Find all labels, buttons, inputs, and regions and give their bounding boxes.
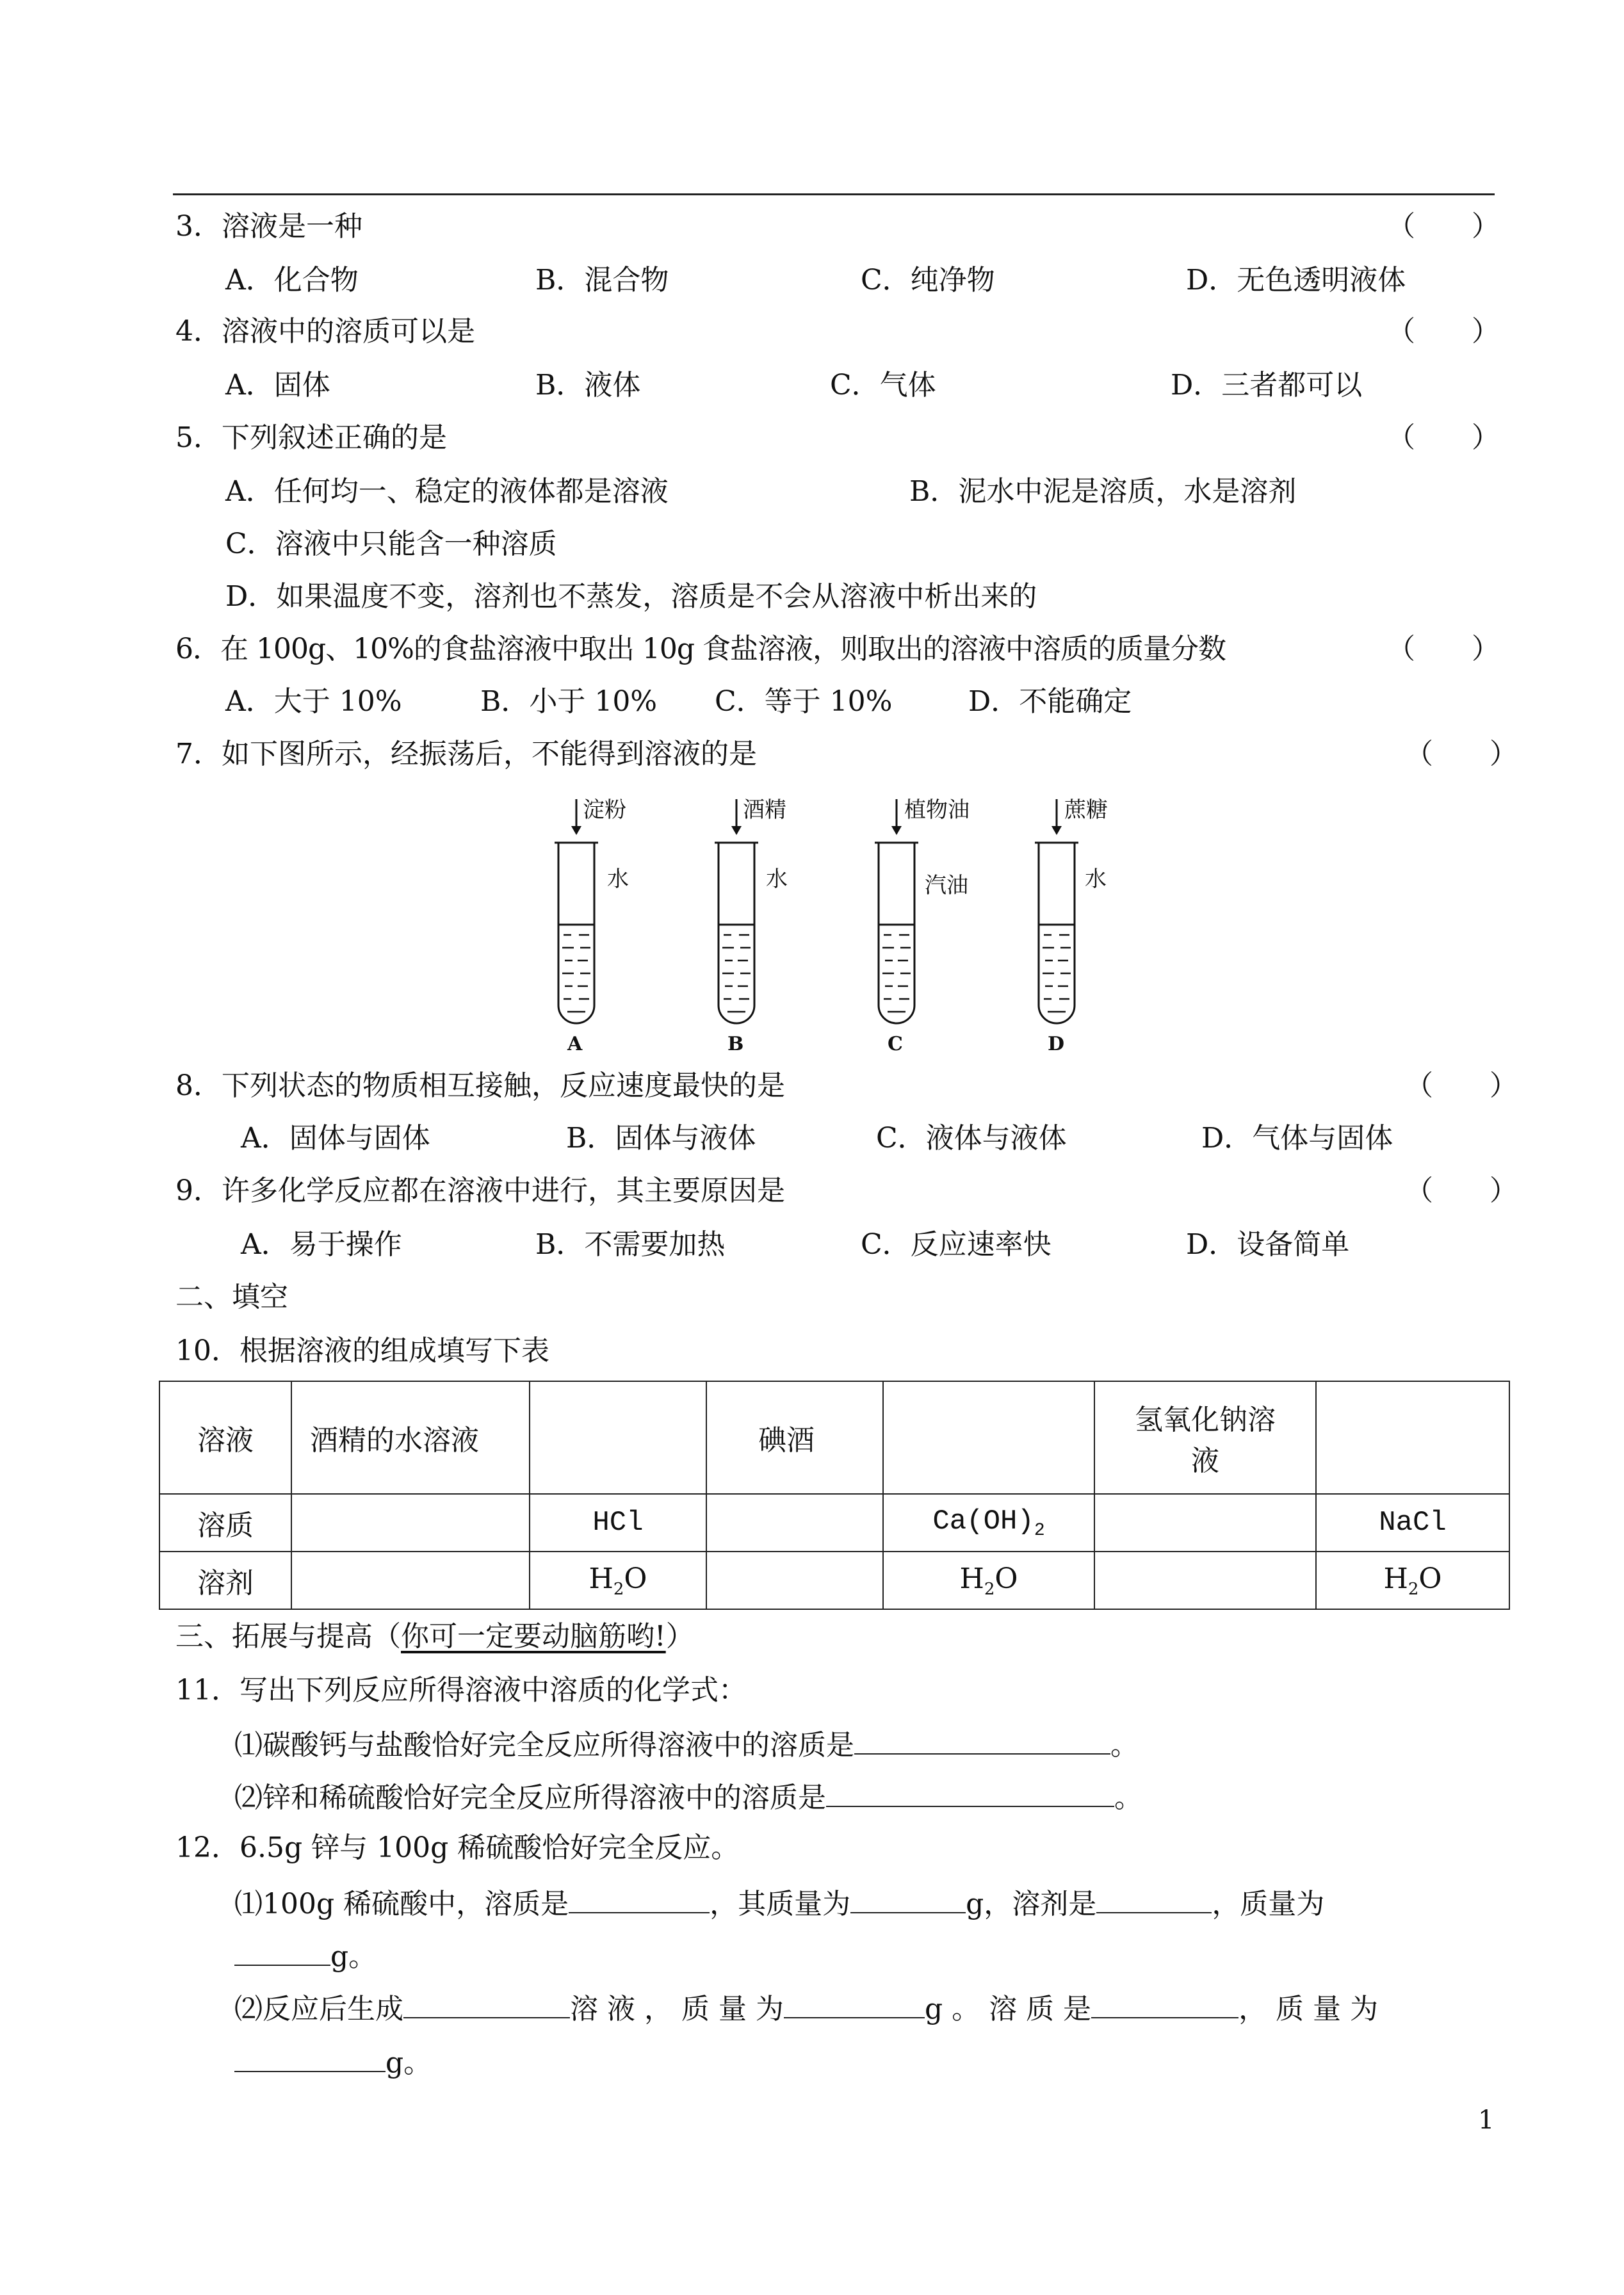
question-8-stem: 8．下列状态的物质相互接触，反应速度最快的是: [175, 1069, 785, 1102]
formula-h: H: [959, 1562, 984, 1595]
text: 溶 液 ， 质 量 为: [570, 1993, 784, 2025]
question-12-part-2: [234, 1989, 1378, 2027]
test-tubes-figure: [525, 789, 1153, 1058]
tube-c-letter: C: [888, 1033, 903, 1055]
header-rule: [173, 193, 1495, 195]
tube-c-added-label: 植物油: [904, 797, 970, 823]
option-a: A．固体: [225, 369, 330, 401]
tube-c-liquid-label: 汽油: [925, 873, 968, 898]
text: g。: [386, 2047, 432, 2079]
part-2-text: ⑵锌和稀硫酸恰好完全反应所得溶液中的溶质是: [234, 1781, 826, 1814]
test-tube-a: [555, 797, 629, 1055]
question-12-part-1-cont: [234, 1936, 377, 1975]
answer-blank[interactable]: [784, 1989, 925, 2018]
text: ⑵反应后生成: [234, 1993, 403, 2025]
option-d: D．设备简单: [1186, 1228, 1350, 1261]
option-d: D．气体与固体: [1201, 1122, 1393, 1155]
question-11-stem: 11．写出下列反应所得溶液中溶质的化学式：: [175, 1674, 747, 1707]
table-row: [159, 1381, 1509, 1494]
test-tube-d: [1035, 797, 1108, 1055]
row-header-solute: 溶质: [159, 1494, 291, 1552]
table-cell: HCl: [530, 1494, 706, 1552]
table-row: [159, 1494, 1509, 1552]
section-3-title-suffix: ）: [665, 1620, 694, 1653]
answer-blank[interactable]: [826, 1778, 1114, 1807]
part-1-text: ⑴碳酸钙与盐酸恰好完全反应所得溶液中的溶质是: [234, 1729, 854, 1762]
tube-d-added-label: 蔗糖: [1064, 797, 1108, 823]
answer-blank[interactable]: [854, 1725, 1110, 1755]
table-cell: [1316, 1552, 1509, 1609]
formula-o: O: [624, 1562, 647, 1595]
option-c: C．纯净物: [861, 264, 995, 296]
answer-bracket[interactable]: （ ）: [1387, 210, 1500, 243]
question-3-stem: 3．溶液是一种: [175, 210, 362, 243]
test-tube-c: [875, 797, 970, 1055]
cell-line-2: 液: [1191, 1445, 1219, 1477]
option-c: C．反应速率快: [861, 1228, 1052, 1261]
formula-o: O: [1418, 1562, 1442, 1595]
table-cell-blank[interactable]: [1094, 1494, 1316, 1552]
tube-a-letter: A: [567, 1033, 583, 1055]
question-6-stem: 6．在 100g、10%的食盐溶液中取出 10g 食盐溶液，则取出的溶液中溶质的质量分数: [175, 633, 1226, 665]
question-11-part-2: [234, 1778, 1142, 1816]
row-header-solution: 溶液: [159, 1381, 291, 1494]
option-d: D．三者都可以: [1171, 369, 1363, 401]
solution-composition-table: [159, 1381, 1510, 1610]
answer-blank[interactable]: [234, 1936, 330, 1966]
formula-subscript: 2: [1408, 1579, 1419, 1599]
option-c: C．气体: [830, 369, 936, 401]
answer-blank[interactable]: [850, 1884, 966, 1913]
tube-b-added-label: 酒精: [743, 797, 786, 823]
question-9-stem: 9．许多化学反应都在溶液中进行，其主要原因是: [175, 1174, 785, 1207]
period: 。: [1110, 1729, 1139, 1762]
option-d: D．如果温度不变，溶剂也不蒸发，溶质是不会从溶液中析出来的: [225, 580, 1037, 613]
formula-h: H: [589, 1562, 613, 1595]
formula-subscript: 2: [984, 1579, 995, 1599]
table-cell-blank[interactable]: [1316, 1381, 1509, 1494]
answer-bracket[interactable]: （ ）: [1387, 633, 1500, 665]
table-cell-blank[interactable]: [530, 1381, 706, 1494]
text: ，其质量为: [710, 1888, 851, 1920]
option-a: A．大于 10%: [225, 685, 402, 718]
question-4-stem: 4．溶液中的溶质可以是: [175, 315, 475, 348]
tube-b-letter: B: [727, 1033, 744, 1055]
option-b: B．混合物: [535, 264, 669, 296]
tube-d-liquid-label: 水: [1085, 866, 1107, 892]
section-3-title: [175, 1619, 694, 1655]
table-cell: [530, 1552, 706, 1609]
table-cell: 碘酒: [706, 1381, 883, 1494]
answer-blank[interactable]: [1096, 1884, 1212, 1913]
formula-main: Ca(OH): [932, 1505, 1034, 1537]
text: ， 质 量 为: [1238, 1993, 1379, 2025]
answer-bracket[interactable]: （ ）: [1405, 1174, 1518, 1207]
tube-d-letter: D: [1048, 1033, 1065, 1055]
formula-subscript: 2: [1034, 1520, 1045, 1541]
answer-blank[interactable]: [569, 1884, 710, 1913]
table-cell-blank[interactable]: [1094, 1552, 1316, 1609]
test-tube-b: [715, 797, 788, 1055]
answer-bracket[interactable]: （ ）: [1405, 738, 1518, 770]
option-d: D．无色透明液体: [1186, 264, 1406, 296]
formula-h: H: [1383, 1562, 1408, 1595]
option-a: A．化合物: [225, 264, 359, 296]
answer-bracket[interactable]: （ ）: [1387, 421, 1500, 454]
period: 。: [1114, 1781, 1142, 1814]
table-cell-blank[interactable]: [706, 1552, 883, 1609]
formula-o: O: [995, 1562, 1018, 1595]
table-cell: [1094, 1381, 1316, 1494]
question-12-stem: 12．6.5g 锌与 100g 稀硫酸恰好完全反应。: [175, 1831, 740, 1864]
answer-blank[interactable]: [403, 1989, 570, 2018]
option-b: B．泥水中泥是溶质，水是溶剂: [909, 475, 1297, 508]
option-b: B．不需要加热: [535, 1228, 726, 1261]
table-cell-blank[interactable]: [291, 1494, 530, 1552]
table-cell: 酒精的水溶液: [291, 1381, 530, 1494]
option-a: A．固体与固体: [241, 1122, 430, 1155]
table-cell: [883, 1494, 1094, 1552]
section-2-title: 二、填空: [175, 1281, 288, 1313]
question-5-stem: 5．下列叙述正确的是: [175, 421, 447, 454]
option-b: B．小于 10%: [480, 685, 658, 718]
option-a: A．任何均一、稳定的液体都是溶液: [225, 475, 669, 508]
table-cell: [883, 1552, 1094, 1609]
answer-blank[interactable]: [234, 2043, 386, 2072]
question-7-stem: 7．如下图所示，经振荡后，不能得到溶液的是: [175, 738, 757, 770]
option-b: B．液体: [535, 369, 641, 401]
option-a: A．易于操作: [241, 1228, 402, 1261]
formula-subscript: 2: [613, 1579, 624, 1599]
option-c: C．等于 10%: [715, 685, 893, 718]
page-number: 1: [1478, 2105, 1495, 2135]
table-cell-blank[interactable]: [883, 1381, 1094, 1494]
answer-bracket[interactable]: （ ）: [1387, 315, 1500, 348]
answer-blank[interactable]: [1091, 1989, 1238, 2018]
section-3-title-prefix: 三、拓展与提高（: [175, 1620, 401, 1653]
table-row: [159, 1552, 1509, 1609]
answer-bracket[interactable]: （ ）: [1405, 1069, 1518, 1102]
question-10-stem: 10．根据溶液的组成填写下表: [175, 1334, 549, 1367]
cell-line-1: 氢氧化钠溶: [1135, 1404, 1276, 1436]
text: g，溶剂是: [966, 1888, 1097, 1920]
text: ，质量为: [1212, 1888, 1325, 1920]
option-b: B．固体与液体: [566, 1122, 756, 1155]
text: ⑴100g 稀硫酸中，溶质是: [234, 1888, 569, 1920]
section-3-title-note: 你可一定要动脑筋哟!: [401, 1620, 666, 1653]
tube-b-liquid-label: 水: [766, 866, 788, 892]
table-cell: NaCl: [1316, 1494, 1509, 1552]
tube-a-liquid-label: 水: [607, 866, 629, 892]
question-12-part-2-cont: [234, 2043, 432, 2081]
tube-a-added-label: 淀粉: [583, 797, 626, 823]
option-d: D．不能确定: [968, 685, 1132, 718]
option-c: C．溶液中只能含一种溶质: [225, 528, 557, 560]
question-12-part-1: [234, 1884, 1324, 1922]
question-11-part-1: [234, 1725, 1139, 1764]
table-cell-blank[interactable]: [706, 1494, 883, 1552]
row-header-solvent: 溶剂: [159, 1552, 291, 1609]
option-c: C．液体与液体: [876, 1122, 1067, 1155]
text: g。: [330, 1940, 377, 1973]
table-cell-blank[interactable]: [291, 1552, 530, 1609]
text: g 。 溶 质 是: [924, 1993, 1092, 2025]
